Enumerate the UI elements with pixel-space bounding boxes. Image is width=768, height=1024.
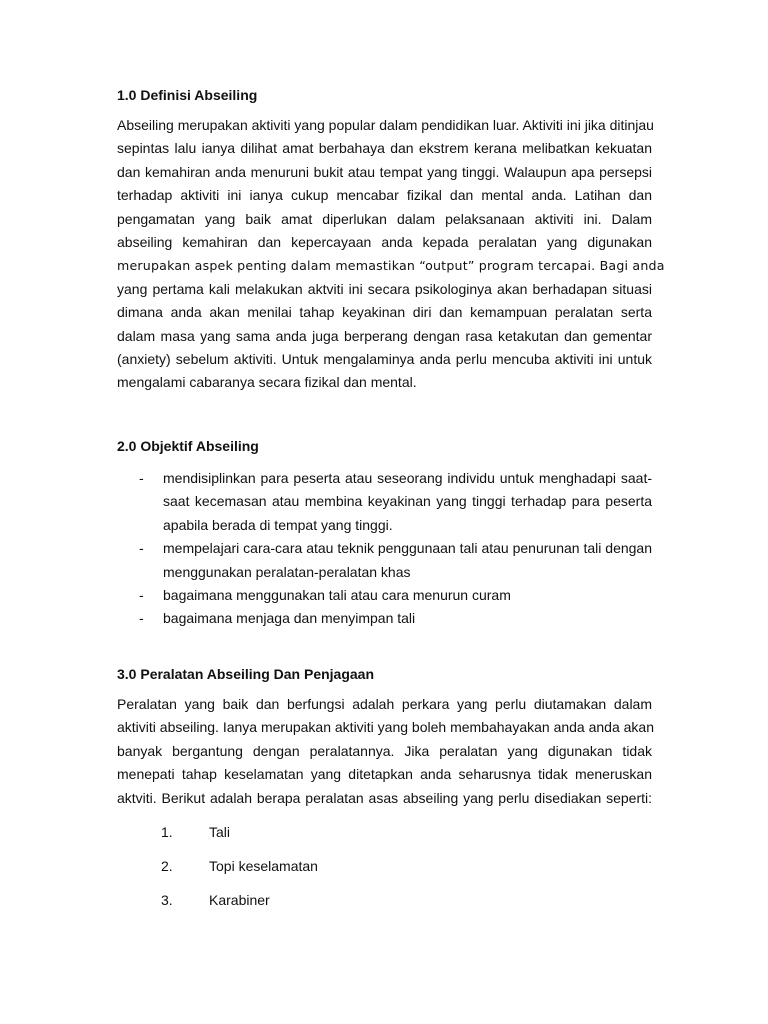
list-item-line: saat kecemasan atau membina keyakinan yang tinggi terhadap para peserta [163,493,652,510]
bullet-dash: - [139,586,144,603]
paragraph-line: (anxiety) sebelum aktiviti. Untuk mengalaminya anda perlu mencuba aktiviti ini untuk [117,350,652,367]
section-3-heading: 3.0 Peralatan Abseiling Dan Penjagaan [117,666,375,682]
item-text: Tali [209,824,231,840]
list-item [117,584,652,607]
paragraph-line: menepati tahap keselamatan yang ditetapkan anda seharusnya tidak meneruskan [117,766,652,783]
list-item-line: bagaimana menggunakan tali atau cara menurun curam [163,586,511,603]
paragraph-line: merupakan aspek penting dalam memastikan “output” program tercapai. Bagi anda [117,258,665,274]
section-2-heading: 2.0 Objektif Abseiling [117,438,259,454]
paragraph-line: banyak bergantung dengan peralatannya. Jika peralatan yang digunakan tidak [117,742,652,759]
paragraph-line: aktviti. Berikut adalah berapa peralatan asas abseiling yang perlu disediakan seperti: [117,789,652,806]
paragraph-line: pengamatan yang baik amat diperlukan dalam pelaksanaan aktiviti ini. Dalam [117,210,652,227]
list-item-line: mempelajari cara-cara atau teknik penggunaan tali atau penurunan tali dengan [163,540,652,557]
list-item [117,537,652,584]
list-item-line: apabila berada di tempat yang tinggi. [163,516,393,533]
paragraph-line: terhadap aktiviti ini ianya cukup mencabar fizikal dan mental anda. Latihan dan [117,187,652,204]
paragraph-line: dimana anda akan menilai tahap keyakinan diri dan kemampuan peralatan serta [117,304,652,321]
objectives-list [117,467,652,631]
item-number: 2. [161,858,173,874]
paragraph-line: dan kemahiran anda menuruni bukit atau tempat yang tinggi. Walaupun apa persepsi [117,163,652,180]
item-number: 3. [161,892,173,908]
bullet-dash: - [139,540,144,557]
list-item-line: menggunakan peralatan-peralatan khas [163,563,411,580]
item-number: 1. [161,824,173,840]
paragraph-line: yang pertama kali melakukan aktviti ini secara psikologinya akan berhadapan situasi [117,280,652,297]
bullet-dash: - [139,470,144,486]
list-item-line: bagaimana menjaga dan menyimpan tali [163,610,416,627]
list-item-line: mendisiplinkan para peserta atau seseorang individu untuk menghadapi saat- [163,470,652,486]
paragraph-line: mengalami cabaranya secara fizikal dan mental. [117,374,417,391]
section-1-paragraph [117,114,665,395]
item-text: Karabiner [209,892,270,908]
item-text: Topi keselamatan [209,858,318,874]
bullet-dash: - [139,610,144,627]
section-3-paragraph [117,693,655,810]
paragraph-line: abseiling kemahiran dan kepercayaan anda kepada peralatan yang digunakan [117,233,652,250]
paragraph-line: sepintas lalu ianya dilihat amat berbahaya dan ekstrem kerana melibatkan kekuatan [117,140,652,157]
paragraph-line: Abseiling merupakan aktiviti yang popular dalam pendidikan luar. Aktiviti ini jika ditinjau [117,117,654,133]
paragraph-line: aktiviti abseiling. Ianya merupakan aktiviti yang boleh membahayakan anda anda akan [117,719,655,736]
paragraph-line: dalam masa yang sama anda juga berperang dengan rasa ketakutan dan gementar [117,327,652,344]
list-item [117,467,652,537]
list-item [117,607,652,630]
section-1-heading: 1.0 Definisi Abseiling [117,87,258,103]
paragraph-line: Peralatan yang baik dan berfungsi adalah perkara yang perlu diutamakan dalam [117,696,652,712]
